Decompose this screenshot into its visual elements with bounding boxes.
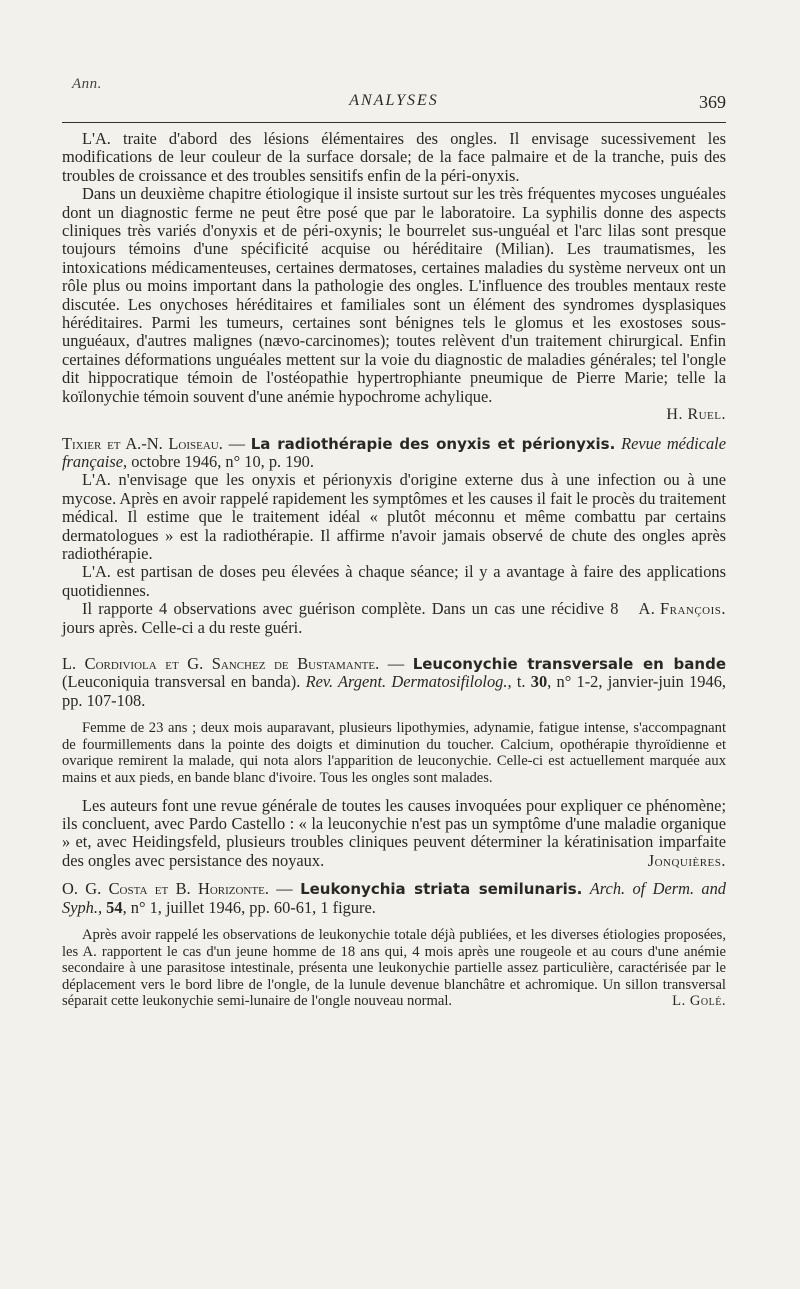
running-title: ANALYSES xyxy=(349,92,439,109)
review-paragraph: Après avoir rappelé les observations de leukonychie totale déjà publiées, et les diverses étiologies proposées, les A. rapportent le cas d'un jeune homme de 18 ans qui, 4 mois après une rougeole et au cours d'une anémie secondaire à une parasitose intestinale, présenta une leukonychie partielle assez particulière, caractérisée par le déplacement vers le bord libre de l'ongle, de la lunule devenue blanchâtre et achromique. Un sillon transversal séparait cette leukonychie semi-lunaire de l'ongle nouveau normal. L. Golé. xyxy=(62,927,726,1010)
page-body xyxy=(62,130,726,1010)
handwritten-annotation: Ann. xyxy=(72,76,102,92)
article-authors: O. G. Costa et B. Horizonte. xyxy=(62,879,269,899)
reviewer-signature: A. François. xyxy=(638,599,726,619)
reviewer-signature: Jonquières. xyxy=(647,850,726,870)
page-header xyxy=(62,92,726,118)
article-title: La radiothérapie des onyxis et périonyxis. xyxy=(250,434,616,453)
article-citation: Tixier et A.-N. Loiseau. — La radiothérapie des onyxis et périonyxis. Revue médicale française, octobre 1946, n° 10, p. 190. xyxy=(62,433,726,471)
article-title: Leuconychie transversale en bande xyxy=(412,654,726,673)
reviewer-signature: H. Ruel. xyxy=(666,406,726,424)
article-citation: O. G. Costa et B. Horizonte. — Leukonychia striata semilunaris. Arch. of Derm. and Syph., 54, n° 1, juillet 1946, pp. 60-61, 1 figure. xyxy=(62,879,727,917)
volume-number: 54 xyxy=(106,897,123,917)
review-paragraph: L'A. n'envisage que les onyxis et périonyxis d'origine externe dus à une infection ou à une mycose. Après en avoir rappelé rapidement les symptômes et les causes il fait le procès du traitement médical. Il estime que le traitement idéal « plutôt méconnu et même combattu par certains dermatologues » est la radiothérapie. Il affirme n'avoir jamais observé de chute des ongles après radiothérapie. xyxy=(62,470,726,563)
reviewer-signature: L. Golé. xyxy=(672,993,726,1010)
review-paragraph: L'A. est partisan de doses peu élevées à chaque séance; il y a avantage à faire des applications quotidiennes. xyxy=(62,562,726,600)
review-paragraph: A. François. Il rapporte 4 observations avec guérison complète. Dans un cas une récidive 8 jours après. Celle-ci a du reste guéri. xyxy=(62,599,726,637)
citation-details: , n° 1, juillet 1946, pp. 60-61, 1 figure. xyxy=(122,897,376,917)
article-citation: L. Cordiviola et G. Sanchez de Bustamante. — Leuconychie transversale en bande (Leuconiquia transversal en banda). Rev. Argent. Dermatosifilolog., t. 30, n° 1-2, janvier-juin 1946, pp. 107-108. xyxy=(62,653,726,710)
case-report: Femme de 23 ans ; deux mois auparavant, plusieurs lipothymies, adynamie, fatigue intense, s'accompagnant de fourmillements dans la pointe des doigts et diminution du toucher. Calcium, opothérapie thyroïdienne et ovarique remirent la malade, qui nota alors l'apparition de leuconychie. Celle-ci est actuellement marquée aux mains et aux pieds, en bande blanc d'ivoire. Tous les ongles sont malades. xyxy=(62,720,726,786)
review-cordiviola xyxy=(62,655,726,870)
article-authors: Tixier et A.-N. Loiseau. xyxy=(62,433,223,453)
journal-name: Revue médicale française xyxy=(62,433,726,471)
header-rule xyxy=(62,122,726,123)
review-paragraph: Dans un deuxième chapitre étiologique il insiste surtout sur les très fréquentes mycoses unguéales dont un diagnostic ferme ne peut être posé que par le laboratoire. La syphilis donne des aspects cliniques très variés d'onyxis et de péri-oxynis; le bourrelet sus-unguéal et l'arc lilas sont presque toujours témoins d'une spécificité acquise ou héréditaire (Milian). Les traumatismes, les intoxications médicamenteuses, certaines dermatoses, certaines maladies du système nerveux ont un rôle plus ou moins important dans la pathologie des ongles. L'influence des troubles mentaux reste discutée. Les onychoses héréditaires et familiales sont un élément des syndromes dysplasiques héréditaires. Parmi les tumeurs, certaines sont bénignes tels le glomus et les exostoses sous-unguéaux, d'autres malignes (nævo-carcinomes); toutes relèvent d'un traitement chirurgical. Enfin certaines déformations unguéales mettent sur la voie du diagnostic de maladies générales; tel l'ongle dit hippocratique témoin de l'ostéopathie hypertrophiante pneumique de Pierre Marie; telle la koïlonychie témoin souvent d'une anémie hypochrome achylique. xyxy=(62,184,726,406)
review-tixier xyxy=(62,435,726,637)
citation-details: , n° 1-2, janvier-juin 1946, pp. 107-108. xyxy=(62,672,726,710)
citation-details: , octobre 1946, n° 10, p. 190. xyxy=(123,451,314,471)
review-paragraph: L'A. traite d'abord des lésions élémentaires des ongles. Il envisage sucessivement les modifications de leur couleur de la surface dorsale; de la face palmaire et de la tranche, puis des troubles de croissance et des troubles sensitifs enfin de la péri-onyxis. xyxy=(62,129,726,185)
journal-name: Arch. of Derm. and Syph. xyxy=(62,879,727,917)
volume-number: 30 xyxy=(530,672,548,692)
journal-name: Rev. Argent. Dermatosifilolog. xyxy=(305,672,508,692)
page-number: 369 xyxy=(699,92,726,112)
article-title: Leukonychia striata semilunaris. xyxy=(300,880,583,899)
article-authors: L. Cordiviola et G. Sanchez de Bustamante. xyxy=(62,653,380,673)
review-paragraph: Les auteurs font une revue générale de toutes les causes invoquées pour expliquer ce phénomène; ils concluent, avec Pardo Castello : « la leuconychie n'est pas un symptôme d'une maladie organique » et, avec Heidingsfeld, plusieurs troubles cliniques peuvent déterminer la kératinisation imparfaite des ongles avec persistance des noyaux. Jonquières. xyxy=(62,795,726,870)
review-costa xyxy=(62,880,726,1010)
review-ruel xyxy=(62,130,726,425)
